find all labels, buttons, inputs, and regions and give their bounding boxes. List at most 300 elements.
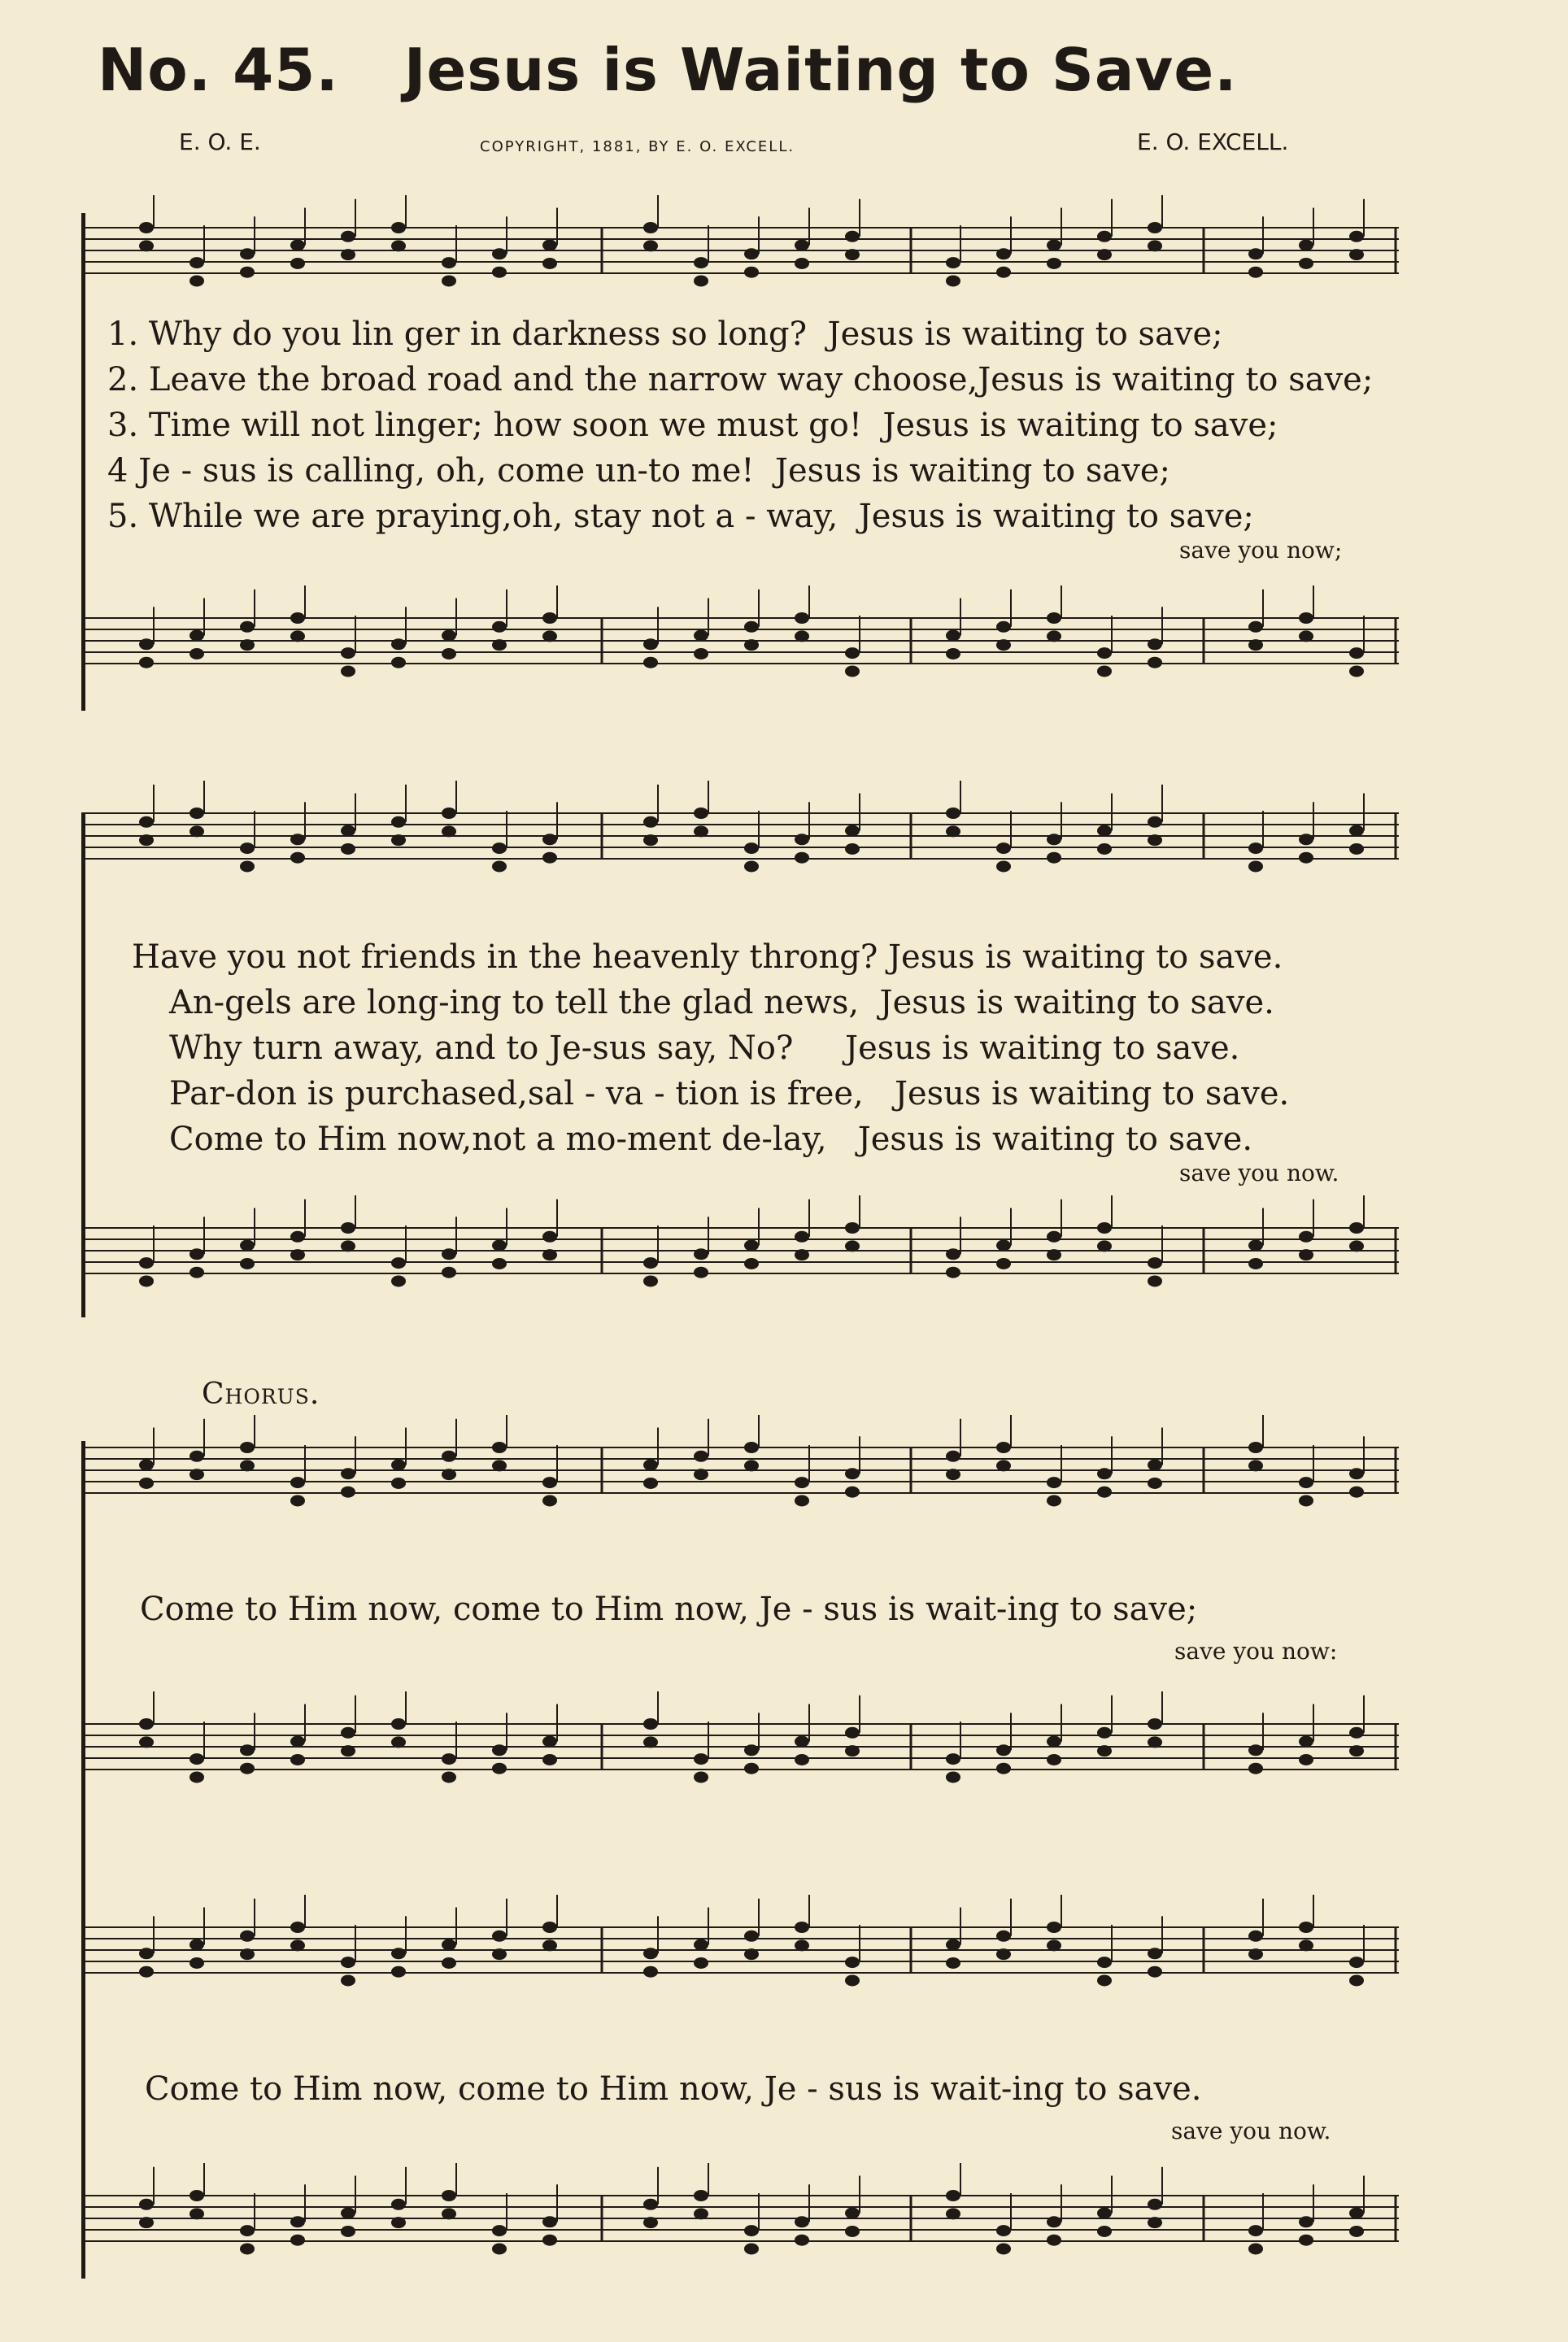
note-head [946, 1957, 960, 1969]
note-head [542, 1939, 557, 1951]
note-head [1047, 1939, 1061, 1951]
note-head [442, 2208, 456, 2219]
note-head [492, 1948, 507, 1960]
note-head [1148, 222, 1162, 233]
note-head [189, 1939, 204, 1951]
note-head [946, 2208, 960, 2219]
note-head [492, 639, 507, 651]
verse-b-line-2: An-gels are long-ing to tell the glad news, Jesus is waiting to save. [169, 984, 1274, 1021]
note-head [492, 1460, 507, 1471]
note-head [1148, 240, 1162, 251]
note-head [290, 1477, 305, 1488]
note-head [442, 1939, 456, 1951]
note-head [1148, 1460, 1162, 1471]
note-head [1349, 647, 1364, 659]
note-head [542, 1922, 557, 1933]
note-head [643, 834, 658, 846]
note-head [189, 825, 204, 837]
note-head [694, 1939, 708, 1951]
note-head [341, 2226, 355, 2237]
note-head [744, 1460, 759, 1471]
note-head [1299, 2216, 1313, 2227]
note-head [1299, 1736, 1313, 1748]
note-head [492, 1763, 507, 1774]
note-head [1148, 657, 1162, 668]
verse-line-4: 4 Je - sus is calling, oh, come un-to me! Jesus is waiting to save; [107, 452, 1171, 490]
note-head [240, 2243, 255, 2254]
note-head [542, 2216, 557, 2227]
note-head [1248, 1258, 1263, 1269]
note-head [744, 1442, 759, 1453]
note-head [341, 1974, 355, 1986]
note-head [189, 1248, 204, 1260]
note-head [290, 834, 305, 845]
note-head [542, 1231, 557, 1243]
note-head [139, 834, 154, 846]
note-head [996, 248, 1011, 259]
note-head [189, 1771, 204, 1783]
note-head [643, 1478, 658, 1489]
note-head [1047, 240, 1061, 251]
note-head [189, 1957, 204, 1969]
note-head [1349, 1957, 1364, 1968]
note-head [1097, 1727, 1112, 1739]
note-head [1047, 612, 1061, 624]
words-credit: E. O. E. [179, 128, 261, 155]
note-head [643, 1736, 658, 1748]
note-head [442, 1451, 456, 1462]
note-head [492, 842, 507, 854]
note-head [1047, 852, 1061, 864]
note-head [290, 1922, 305, 1933]
verse-b-line-4: Par-don is purchased,sal - va - tion is free, Jesus is waiting to save. [169, 1075, 1290, 1112]
note-head [694, 648, 708, 660]
cue-text-3: save you now: [1174, 1638, 1338, 1665]
note-head [694, 2190, 708, 2201]
note-head [189, 1451, 204, 1462]
note-head [189, 630, 204, 642]
note-head [1248, 1931, 1263, 1942]
note-head [442, 1753, 456, 1765]
note-head [442, 275, 456, 286]
note-head [1148, 1257, 1162, 1269]
note-head [643, 2217, 658, 2228]
note-head [946, 1771, 960, 1783]
note-head [946, 257, 960, 268]
note-head [1349, 665, 1364, 677]
note-head [845, 1240, 860, 1252]
note-head [643, 1275, 658, 1286]
note-head [845, 231, 860, 242]
note-head [341, 1957, 355, 1968]
note-head [946, 1248, 960, 1260]
note-head [795, 852, 809, 864]
note-head [240, 267, 255, 278]
note-head [240, 1744, 255, 1756]
note-head [996, 2225, 1011, 2236]
note-head [946, 825, 960, 837]
note-head [139, 1948, 154, 1959]
note-head [290, 1754, 305, 1765]
note-head [1097, 1957, 1112, 1968]
bass-staff-1 [81, 586, 1399, 716]
note-head [1047, 630, 1061, 642]
note-head [1248, 267, 1263, 278]
note-head [391, 2199, 406, 2210]
note-head [1097, 1974, 1112, 1986]
note-head [1148, 2217, 1162, 2228]
note-head [946, 808, 960, 819]
note-head [391, 834, 406, 846]
note-head [795, 1754, 809, 1765]
note-head [341, 1487, 355, 1498]
chorus-line-2: Come to Him now, come to Him now, Je - sus is wait-ing to save. [145, 2070, 1202, 2108]
note-head [1299, 630, 1313, 642]
note-head [1349, 2226, 1364, 2237]
note-head [845, 2208, 860, 2219]
note-head [1047, 258, 1061, 269]
note-head [290, 258, 305, 269]
note-head [290, 852, 305, 864]
note-head [139, 1736, 154, 1748]
note-head [845, 249, 860, 260]
note-head [1299, 1231, 1313, 1243]
note-head [341, 665, 355, 677]
note-head [1248, 1744, 1263, 1756]
note-head [189, 2190, 204, 2201]
note-head [542, 1249, 557, 1260]
note-head [1148, 834, 1162, 846]
note-head [290, 2216, 305, 2227]
note-head [1299, 1495, 1313, 1506]
note-head [845, 647, 860, 659]
note-head [139, 1275, 154, 1286]
note-head [694, 825, 708, 837]
note-head [996, 842, 1011, 854]
note-head [341, 647, 355, 659]
note-head [542, 1754, 557, 1765]
bass-staff-4 [81, 2163, 1399, 2309]
note-head [1349, 843, 1364, 855]
note-head [391, 1966, 406, 1978]
verse-line-2: 2. Leave the broad road and the narrow way choose,Jesus is waiting to save; [107, 361, 1374, 398]
note-head [1148, 1966, 1162, 1978]
note-head [845, 2226, 860, 2237]
note-head [1097, 1487, 1112, 1498]
note-head [442, 1267, 456, 1278]
note-head [391, 1718, 406, 1730]
note-head [694, 808, 708, 819]
note-head [694, 630, 708, 642]
note-head [1299, 1249, 1313, 1260]
note-head [643, 1948, 658, 1959]
note-head [845, 1222, 860, 1234]
note-head [1299, 240, 1313, 251]
note-head [643, 1718, 658, 1730]
note-head [1097, 1240, 1112, 1252]
note-head [1349, 1240, 1364, 1252]
note-head [996, 1931, 1011, 1942]
note-head [391, 1948, 406, 1959]
note-head [341, 825, 355, 837]
note-head [1349, 2208, 1364, 2219]
note-head [290, 1231, 305, 1243]
note-head [996, 1744, 1011, 1756]
note-head [391, 657, 406, 668]
verse-b-line-1: Have you not friends in the heavenly throng? Jesus is waiting to save. [132, 938, 1283, 976]
note-head [189, 257, 204, 268]
music-credit: E. O. EXCELL. [1137, 128, 1289, 155]
note-head [1047, 1231, 1061, 1243]
verse-b-line-5: Come to Him now,not a mo-ment de-lay, Jesus is waiting to save. [169, 1121, 1253, 1158]
note-head [139, 1478, 154, 1489]
note-head [240, 860, 255, 872]
note-head [1148, 1736, 1162, 1748]
note-head [996, 2243, 1011, 2254]
note-head [139, 1257, 154, 1269]
note-head [1349, 249, 1364, 260]
note-head [1299, 1922, 1313, 1933]
note-head [1349, 1468, 1364, 1479]
note-head [1097, 2208, 1112, 2219]
note-head [946, 1753, 960, 1765]
note-head [1248, 2243, 1263, 2254]
note-head [189, 1753, 204, 1765]
note-head [1299, 852, 1313, 864]
note-head [542, 1495, 557, 1506]
note-head [795, 834, 809, 845]
note-head [744, 248, 759, 259]
bass-staff-3 [81, 1691, 1399, 1838]
note-head [341, 1240, 355, 1252]
note-head [744, 1948, 759, 1960]
note-head [492, 1931, 507, 1942]
note-head [845, 1468, 860, 1479]
note-head [542, 2235, 557, 2246]
note-head [1248, 1442, 1263, 1453]
note-head [996, 267, 1011, 278]
note-head [240, 842, 255, 854]
note-head [240, 1460, 255, 1471]
note-head [492, 1442, 507, 1453]
note-head [391, 1275, 406, 1286]
hymn-title-row [98, 36, 1238, 104]
note-head [1349, 231, 1364, 242]
note-head [542, 1736, 557, 1748]
note-head [391, 1257, 406, 1269]
treble-staff-3 [81, 1415, 1399, 1561]
note-head [694, 1771, 708, 1783]
note-head [744, 2243, 759, 2254]
note-head [1248, 639, 1263, 651]
note-head [744, 1763, 759, 1774]
note-head [996, 1948, 1011, 1960]
note-head [290, 2235, 305, 2246]
note-head [341, 2208, 355, 2219]
note-head [845, 1974, 860, 1986]
note-head [1097, 843, 1112, 855]
note-head [996, 1763, 1011, 1774]
note-head [240, 1258, 255, 1269]
note-head [845, 1487, 860, 1498]
note-head [744, 621, 759, 633]
note-head [290, 630, 305, 642]
note-head [1097, 647, 1112, 659]
note-head [1148, 638, 1162, 650]
note-head [542, 834, 557, 845]
note-head [1097, 665, 1112, 677]
note-head [744, 1744, 759, 1756]
note-head [795, 2235, 809, 2246]
note-head [240, 1948, 255, 1960]
note-head [139, 2199, 154, 2210]
note-head [1349, 1487, 1364, 1498]
note-head [290, 1736, 305, 1748]
note-head [240, 1442, 255, 1453]
hymn-title: Jesus is Waiting to Save. [403, 36, 1238, 104]
note-head [1047, 2235, 1061, 2246]
note-head [240, 2225, 255, 2236]
note-head [795, 258, 809, 269]
note-head [391, 1478, 406, 1489]
note-head [492, 248, 507, 259]
note-head [492, 1258, 507, 1269]
note-head [492, 267, 507, 278]
note-head [845, 1745, 860, 1756]
note-head [189, 1469, 204, 1480]
note-head [442, 2190, 456, 2201]
note-head [643, 222, 658, 233]
note-head [744, 842, 759, 854]
note-head [341, 1745, 355, 1756]
note-head [1047, 1477, 1061, 1488]
note-head [1349, 1745, 1364, 1756]
note-head [341, 843, 355, 855]
chorus-label: Chorus. [202, 1378, 320, 1411]
bass-staff-2 [81, 1195, 1399, 1342]
verse-b-line-3: Why turn away, and to Je-sus say, No? Jesus is waiting to save. [169, 1030, 1240, 1067]
cue-text-1: save you now; [1179, 537, 1343, 564]
note-head [744, 2225, 759, 2236]
note-head [391, 1736, 406, 1748]
note-head [492, 1744, 507, 1756]
note-head [694, 1753, 708, 1765]
hymn-number: No. 45. [98, 36, 339, 104]
verse-line-5: 5. While we are praying,oh, stay not a - way, Jesus is waiting to save; [107, 498, 1254, 535]
note-head [643, 1460, 658, 1471]
note-head [240, 1931, 255, 1942]
note-head [240, 1763, 255, 1774]
note-head [442, 1957, 456, 1969]
note-head [542, 1477, 557, 1488]
note-head [290, 1249, 305, 1260]
note-head [139, 1718, 154, 1730]
note-head [643, 638, 658, 650]
note-head [795, 2216, 809, 2227]
note-head [542, 258, 557, 269]
note-head [290, 1495, 305, 1506]
note-head [442, 1469, 456, 1480]
note-head [442, 630, 456, 642]
note-head [946, 630, 960, 642]
note-head [139, 638, 154, 650]
note-head [290, 612, 305, 624]
note-head [1299, 834, 1313, 845]
note-head [189, 648, 204, 660]
note-head [1097, 1468, 1112, 1479]
note-head [946, 1939, 960, 1951]
note-head [442, 825, 456, 837]
note-head [996, 1258, 1011, 1269]
note-head [744, 860, 759, 872]
note-head [1248, 1763, 1263, 1774]
note-head [744, 1240, 759, 1252]
treble-staff-1 [81, 195, 1399, 293]
note-head [189, 275, 204, 286]
note-head [1097, 1222, 1112, 1234]
note-head [643, 657, 658, 668]
note-head [341, 249, 355, 260]
note-head [795, 1922, 809, 1933]
note-head [1097, 2226, 1112, 2237]
note-head [442, 1248, 456, 1260]
note-head [1299, 612, 1313, 624]
note-head [1047, 1754, 1061, 1765]
note-head [492, 2225, 507, 2236]
note-head [744, 1258, 759, 1269]
note-head [795, 1939, 809, 1951]
note-head [1148, 1718, 1162, 1730]
note-head [542, 240, 557, 251]
note-head [1248, 2225, 1263, 2236]
note-head [1248, 1948, 1263, 1960]
note-head [643, 1966, 658, 1978]
note-head [795, 1231, 809, 1243]
note-head [189, 808, 204, 819]
note-head [1349, 1974, 1364, 1986]
note-head [1047, 1922, 1061, 1933]
note-head [1097, 231, 1112, 242]
note-head [290, 1939, 305, 1951]
treble-staff-4 [81, 1895, 1399, 2041]
cue-text-4: save you now. [1171, 2118, 1331, 2144]
note-head [391, 816, 406, 828]
note-head [744, 639, 759, 651]
note-head [189, 1267, 204, 1278]
note-head [1349, 1727, 1364, 1739]
note-head [996, 621, 1011, 633]
note-head [492, 1240, 507, 1252]
note-head [996, 1442, 1011, 1453]
note-head [240, 621, 255, 633]
note-head [845, 1727, 860, 1739]
note-head [1349, 825, 1364, 837]
note-head [492, 621, 507, 633]
verse-line-1: 1. Why do you lin ger in darkness so long? Jesus is waiting to save; [107, 316, 1223, 353]
note-head [139, 657, 154, 668]
note-head [694, 2208, 708, 2219]
note-head [341, 1727, 355, 1739]
note-head [189, 2208, 204, 2219]
note-head [341, 1468, 355, 1479]
note-head [996, 1460, 1011, 1471]
note-head [1248, 1460, 1263, 1471]
note-head [139, 222, 154, 233]
note-head [845, 665, 860, 677]
note-head [1299, 1754, 1313, 1765]
note-head [290, 240, 305, 251]
treble-staff-2 [81, 781, 1399, 927]
